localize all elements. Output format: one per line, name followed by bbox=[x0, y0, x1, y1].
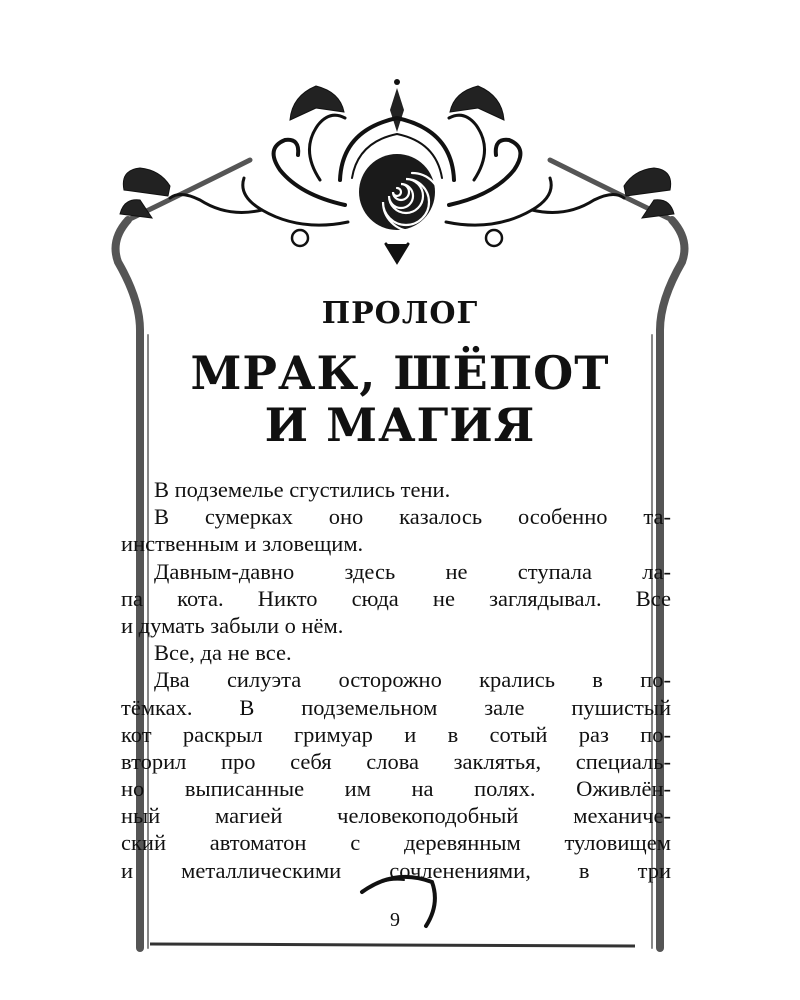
text-line: Два силуэта осторожно крались в по- bbox=[154, 667, 671, 693]
text-line: инственным и зловещим. bbox=[121, 531, 364, 557]
text-line: В сумерках оно казалось особенно та- bbox=[154, 504, 671, 530]
text-line: кот раскрыл гримуар и в сотый раз по- bbox=[121, 721, 671, 747]
text-line: и думать забыли о нём. bbox=[121, 612, 344, 638]
text-line: и металлическими сочленениями, в три bbox=[121, 857, 671, 883]
body-text bbox=[121, 476, 671, 884]
chapter-title-line-2: И МАГИЯ bbox=[264, 398, 536, 452]
text-line: Все, да не все. bbox=[154, 640, 292, 666]
text-line: вторил про себя слова заклятья, специаль- bbox=[121, 748, 671, 774]
text-line: Давным-давно здесь не ступала ла- bbox=[154, 558, 671, 584]
chapter-label: ПРОЛОГ bbox=[321, 296, 479, 331]
text-line: ский автоматон с деревянным туловищем bbox=[121, 830, 671, 856]
chapter-title-line-1: МРАК, ШЁПОТ bbox=[190, 346, 610, 400]
text-line: тёмках. В подземельном зале пушистый bbox=[121, 694, 671, 720]
top-ornament-icon bbox=[170, 79, 624, 262]
page-number: 9 bbox=[390, 909, 400, 931]
bottom-rule bbox=[150, 944, 635, 946]
text-line: В подземелье сгустились тени. bbox=[154, 477, 451, 502]
text-line: па кота. Никто сюда не заглядывал. Все bbox=[121, 585, 671, 611]
text-line: ный магией человекоподобный механиче- bbox=[121, 803, 671, 829]
text-line: но выписанные им на полях. Оживлён- bbox=[121, 776, 671, 802]
